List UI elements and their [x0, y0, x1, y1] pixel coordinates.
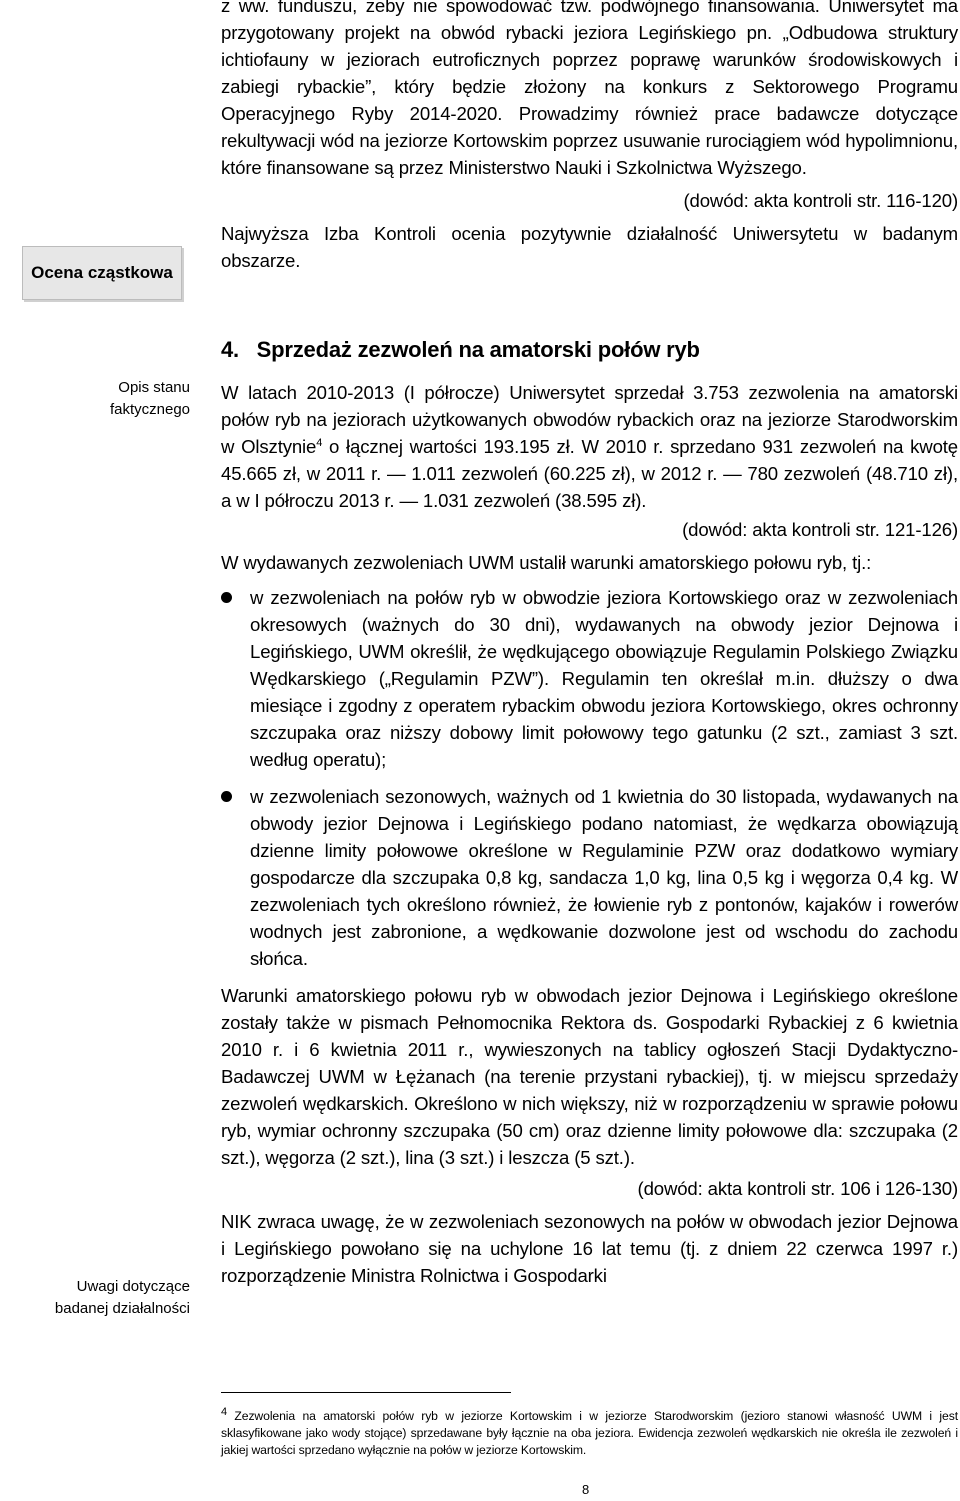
- section3-block: [221, 0, 958, 274]
- footnote: [221, 1405, 958, 1459]
- list-item: [221, 783, 958, 972]
- conditions-intro: W wydawanych zezwoleniach UWM ustalił warunki amatorskiego połowu ryb, tj.:: [221, 552, 872, 573]
- evidence-note: (dowód: akta kontroli str. 121-126): [682, 519, 958, 540]
- footnote-ref: 4: [316, 436, 323, 449]
- remarks-label: Uwagi dotyczące badanej działalności: [54, 1278, 190, 1317]
- assessment-box: Ocena cząstkowa: [22, 246, 182, 300]
- section-heading: 4. Sprzedaż zezwoleń na amatorski połów ryb: [221, 337, 700, 362]
- facts-label: Opis stanu faktycznego: [109, 379, 190, 418]
- list-item: [221, 584, 958, 773]
- paragraph-text: W latach 2010-2013 (I półrocze) Uniwersytet sprzedał 3.753 zezwolenia na amatorski połów ryb na jeziorach użytkowanych obwodów rybackich oraz na jeziorze Starodworskim w Olsztynie: [221, 382, 958, 457]
- margin-column: [0, 0, 200, 1501]
- body-paragraph: [221, 379, 958, 514]
- section4-block: [221, 379, 958, 1289]
- footnote-text: Zezwolenia na amatorski połów ryb w jeziorze Kortowskim i w jeziorze Starodworskim (jezioro stanowi własność UWM i jest sklasyfikowane jako wody stojące) sprzedawane były łącznie na oba jeziora. Ewidencja zezwoleń wędkarskich nie określa ile zezwoleń i jakiej wartości sprzedano wyłącznie na połów w jeziorze Kortowskim.: [221, 1409, 958, 1457]
- footnote-separator: [221, 1392, 511, 1393]
- bullet-icon: [221, 592, 232, 603]
- bullet-icon: [221, 791, 232, 802]
- body-paragraph: Warunki amatorskiego połowu ryb w obwodach jezior Dejnowa i Legińskiego określone zostały także w pismach Pełnomocnika Rektora ds. Gospodarki Rybackiej z 6 kwietnia 2010 r. i 6 kwietnia 2011 r., wywieszonych na tablicy ogłoszeń Stacji Dydaktyczno-Badawczej UWM w Łężanach (na terenie przystani rybackiej), tj. w miejscu sprzedaży zezwoleń wędkarskich. Określono w nich większy, niż w rozporządzeniu w sprawie połowu ryb, wymiar ochronny szczupaka (50 cm) oraz dzienne limity połowowe dla: szczupaka (2 szt.), węgorza (2 szt.), lina (3 szt.) i leszcza (5 szt.).: [221, 985, 958, 1168]
- page-number: 8: [582, 1482, 590, 1497]
- footnote-number: 4: [221, 1405, 228, 1418]
- body-paragraph: z ww. funduszu, żeby nie spowodować tzw. podwójnego finansowania. Uniwersytet ma przygotowany projekt na obwód rybacki jeziora Legińskiego pn. „Odbudowa struktury ichtiofauny w jeziorach eutroficznych poprzez poprawę warunków środowiskowych i zabiegi rybackie”, który będzie złożony na konkurs z Sektorowego Programu Operacyjnego Ryby 2014-2020. Prowadzimy również prace badawcze dotyczące rekultywacji wód na jeziorze Kortowskim poprzez usuwanie rurociągiem wód hypolimnionu, które finansowane są przez Ministerstwo Nauki i Szkolnictwa Wyższego.: [221, 0, 958, 178]
- evidence-note: (dowód: akta kontroli str. 116-120): [683, 190, 958, 211]
- list-item-text: w zezwoleniach na połów ryb w obwodzie jeziora Kortowskiego oraz w zezwoleniach okresowych (ważnych do 30 dni), wydawanych na obwody jezior Dejnowa i Legińskiego, UWM określił, że wędkującego obowiązuje Regulamin Polskiego Związku Wędkarskiego („Regulamin PZW”). Regulamin ten określał m.in. dłuższy o dwa miesiące i zgodny z operatem rybackim obwodu jeziora Kortowskiego, okres ochronny szczupaka oraz niższy dobowy limit połowowy tego gatunku (2 szt., zamiast 3 szt. według operatu);: [250, 587, 958, 770]
- evidence-note: (dowód: akta kontroli str. 106 i 126-130): [637, 1178, 958, 1199]
- list-item-text: w zezwoleniach sezonowych, ważnych od 1 kwietnia do 30 listopada, wydawanych na obwody jezior Dejnowa i Legińskiego podano natomiast, że wędkarza obowiązują dzienne limity połowowe określone w Regulaminie PZW oraz dodatkowo wymiary gospodarcze dla szczupaka 0,8 kg, sandacza 1,0 kg, lina 0,5 kg i węgorza 0,4 kg. W zezwoleniach tych określono również, że łowienie ryb z pontonów, kajaków i rowerów wodnych jest zabronione, a wędkowanie dozwolone jest od wschodu do zachodu słońca.: [250, 786, 958, 969]
- assessment-text: Najwyższa Izba Kontroli ocenia pozytywnie działalność Uniwersytetu w badanym obszarze.: [221, 223, 958, 271]
- conditions-list: [221, 584, 958, 972]
- remark-paragraph: NIK zwraca uwagę, że w zezwoleniach sezonowych na połów w obwodach jezior Dejnowa i Legińskiego powołano się na uchylone 16 lat temu (tj. z dniem 22 czerwca 1997 r.) rozporządzenie Ministra Rolnictwa i Gospodarki: [221, 1211, 958, 1286]
- paragraph-text: o łącznej wartości 193.195 zł. W 2010 r. sprzedano 931 zezwoleń na kwotę 45.665 zł, w 2011 r. — 1.011 zezwoleń (60.225 zł), w 2012 r. — 780 zezwoleń (48.710 zł), a w I półroczu 2013 r. — 1.031 zezwoleń (38.595 zł).: [221, 436, 958, 511]
